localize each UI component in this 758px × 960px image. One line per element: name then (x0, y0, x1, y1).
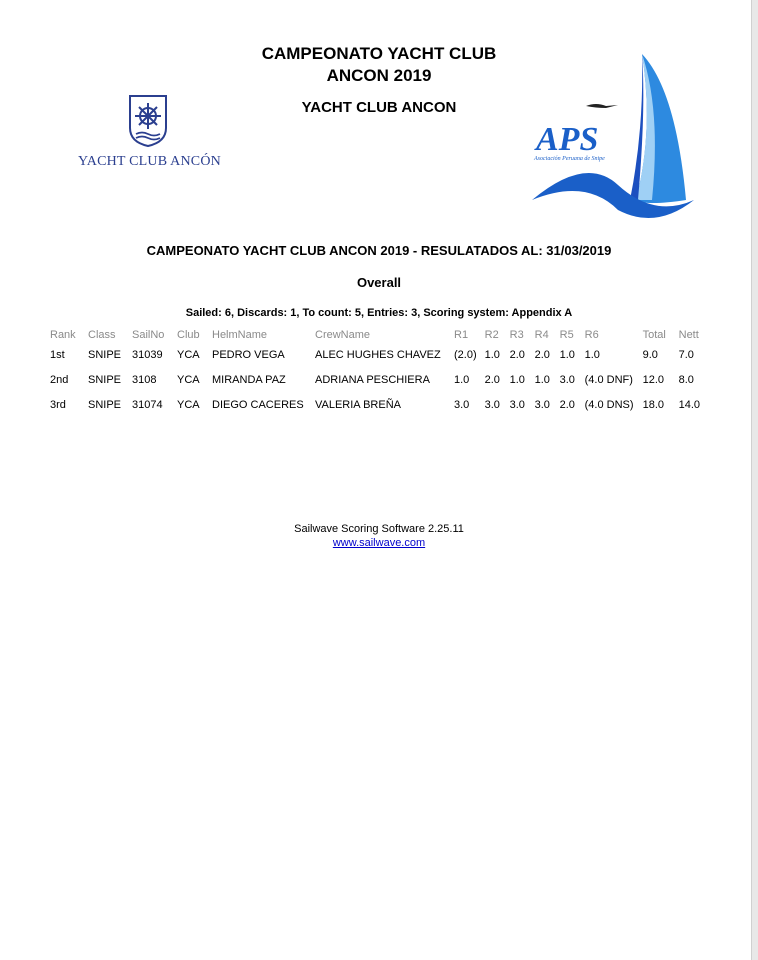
cell-sailno: 31039 (132, 349, 163, 361)
page-edge (751, 0, 758, 960)
cell-class: SNIPE (88, 349, 122, 361)
cell-total: 9.0 (642, 349, 658, 361)
cell-helmname: PEDRO VEGA (212, 349, 285, 361)
cell-r6: (4.0 DNF) (584, 374, 633, 386)
yacht-club-ancon-logo (78, 94, 221, 170)
cell-r3: 3.0 (509, 399, 525, 411)
cell-club: YCA (177, 399, 200, 411)
cell-rank: 2nd (50, 374, 69, 386)
footer-link-container (0, 537, 758, 549)
scoring-summary: Sailed: 6, Discards: 1, To count: 5, Entries: 3, Scoring system: Appendix A (185, 307, 573, 319)
sailwave-link[interactable]: www.sailwave.com (332, 537, 426, 549)
table-header-row (46, 327, 711, 347)
cell-crewname: ALEC HUGHES CHAVEZ (315, 349, 441, 361)
results-subtitle: CAMPEONATO YACHT CLUB ANCON 2019 - RESULATADOS AL: 31/03/2019 (146, 243, 612, 258)
cell-class: SNIPE (88, 374, 122, 386)
cell-crewname: VALERIA BREÑA (315, 399, 401, 411)
cell-r3: 2.0 (509, 349, 525, 361)
col-header-crewname: CrewName (315, 329, 371, 341)
cell-r1: 3.0 (454, 399, 470, 411)
cell-r2: 3.0 (484, 399, 500, 411)
col-header-r3: R3 (509, 329, 524, 341)
cell-r5: 2.0 (559, 399, 575, 411)
table-row (46, 347, 711, 372)
aps-logo-text: APS (536, 121, 599, 158)
cell-total: 12.0 (642, 374, 665, 386)
cell-r6: (4.0 DNS) (584, 399, 634, 411)
cell-club: YCA (177, 374, 200, 386)
col-header-sailno: SailNo (132, 329, 165, 341)
title-line-2: ANCON 2019 (326, 66, 432, 85)
yacht-club-ancon-logo-text: YACHT CLUB ANCÓN (78, 154, 221, 169)
cell-sailno: 31074 (132, 399, 163, 411)
cell-total: 18.0 (642, 399, 665, 411)
sail-swoosh-logo (526, 50, 696, 220)
cell-r1: (2.0) (454, 349, 477, 361)
cell-rank: 3rd (50, 399, 66, 411)
col-header-r5: R5 (559, 329, 574, 341)
col-header-r4: R4 (534, 329, 549, 341)
col-header-r2: R2 (484, 329, 499, 341)
col-header-r6: R6 (584, 329, 599, 341)
col-header-class: Class (88, 329, 116, 341)
cell-r4: 1.0 (534, 374, 550, 386)
cell-r5: 1.0 (559, 349, 575, 361)
cell-nett: 8.0 (678, 374, 694, 386)
cell-r2: 2.0 (484, 374, 500, 386)
cell-class: SNIPE (88, 399, 122, 411)
cell-r1: 1.0 (454, 374, 470, 386)
cell-sailno: 3108 (132, 374, 157, 386)
aps-tagline: Asociación Peruana de Snipe (534, 156, 605, 162)
col-header-club: Club (177, 329, 200, 341)
cell-r5: 3.0 (559, 374, 575, 386)
cell-r2: 1.0 (484, 349, 500, 361)
col-header-helmname: HelmName (212, 329, 268, 341)
col-header-r1: R1 (454, 329, 469, 341)
title-line-1: CAMPEONATO YACHT CLUB (261, 44, 497, 63)
cell-nett: 14.0 (678, 399, 701, 411)
aps-logo (526, 50, 696, 220)
cell-nett: 7.0 (678, 349, 694, 361)
section-heading-overall: Overall (356, 275, 402, 290)
col-header-nett: Nett (678, 329, 699, 341)
cell-helmname: MIRANDA PAZ (212, 374, 286, 386)
cell-r4: 3.0 (534, 399, 550, 411)
cell-r3: 1.0 (509, 374, 525, 386)
table-row (46, 397, 711, 422)
club-name: YACHT CLUB ANCON (301, 99, 457, 116)
table-row (46, 372, 711, 397)
cell-club: YCA (177, 349, 200, 361)
software-credit: Sailwave Scoring Software 2.25.11 (294, 523, 464, 535)
col-header-rank: Rank (50, 329, 76, 341)
cell-helmname: DIEGO CACERES (212, 399, 304, 411)
cell-r6: 1.0 (584, 349, 600, 361)
cell-crewname: ADRIANA PESCHIERA (315, 374, 430, 386)
cell-r4: 2.0 (534, 349, 550, 361)
ship-wheel-icon (128, 94, 168, 148)
results-table (46, 327, 711, 422)
cell-rank: 1st (50, 349, 65, 361)
col-header-total: Total (642, 329, 666, 341)
